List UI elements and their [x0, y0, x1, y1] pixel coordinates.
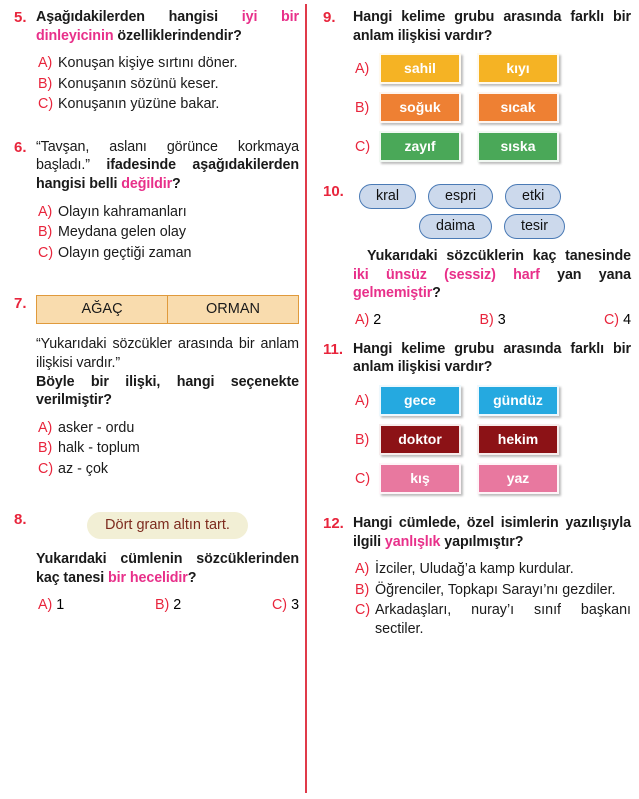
question-8-option[interactable]	[155, 597, 272, 613]
question-6-option-letter: A)	[38, 203, 53, 220]
question-6-option[interactable]	[36, 203, 299, 222]
question-11-stem: Hangi kelime grubu arasında farklı bir anlam ilişkisi vardır?	[353, 340, 631, 376]
question-12-option-text: Arkadaşları, nuray’ı sınıf başkanı sectiler.	[375, 602, 631, 637]
question-11-word-box[interactable]: kış	[379, 463, 461, 494]
question-8-option[interactable]	[272, 597, 299, 613]
question-9-stem: Hangi kelime grubu arasında farklı bir anlam ilişkisi vardır?	[353, 9, 631, 44]
question-6-number: 6.	[14, 138, 27, 156]
question-12-options	[353, 560, 631, 638]
question-9	[319, 8, 631, 170]
question-12	[319, 514, 631, 640]
question-10-option[interactable]	[355, 312, 479, 328]
question-6-stem-part-2: değildir	[121, 176, 173, 193]
question-10-option[interactable]	[604, 312, 631, 328]
question-6	[6, 138, 299, 264]
question-8-options	[36, 597, 299, 613]
question-9-row	[353, 53, 631, 84]
question-9-row-letter: B)	[355, 99, 370, 116]
question-11-word-box[interactable]: gündüz	[477, 385, 559, 416]
question-10-word-pill[interactable]: kral	[359, 184, 416, 209]
question-7-option-text: halk - toplum	[58, 440, 140, 457]
question-10-word-pills	[353, 184, 631, 239]
question-11-row-letter: B)	[355, 431, 370, 448]
question-12-option-letter: C)	[355, 602, 371, 619]
question-7-option-letter: B)	[38, 440, 53, 457]
question-6-option-text: Meydana gelen olay	[58, 224, 186, 241]
question-7-option-letter: A)	[38, 419, 53, 436]
question-7-option[interactable]	[36, 419, 299, 438]
question-5-option[interactable]	[36, 75, 299, 94]
question-10-stem-part-4: ?	[432, 285, 441, 302]
question-6-stem-part-1: ifadesinde aşağıdakilerden hangisi belli	[36, 157, 299, 193]
question-7-option-text: az - çok	[58, 460, 109, 477]
question-12-option-letter: A)	[355, 561, 370, 578]
question-9-row-letter: C)	[355, 138, 371, 155]
question-5-option-letter: B)	[38, 75, 53, 92]
question-10-word-pill[interactable]: espri	[428, 184, 493, 209]
question-5-option-letter: C)	[38, 96, 54, 113]
question-10-word-pill[interactable]: tesir	[504, 214, 565, 239]
question-12-stem-part-1: yanlışlık	[384, 533, 441, 550]
question-10-option-text: 2	[373, 311, 382, 328]
question-6-option-letter: C)	[38, 244, 54, 261]
question-5-stem-part-0: Aşağıdakilerden hangisi	[36, 9, 242, 25]
question-11-number: 11.	[323, 340, 344, 358]
question-5-stem	[36, 8, 299, 45]
question-5-stem-part-2: özelliklerindendir?	[113, 27, 242, 44]
question-12-option-text: Öğrenciler, Topkapı Sarayı’nı gezdiler.	[375, 581, 616, 598]
question-5-option-text: Konuşan kişiye sırtını döner.	[58, 55, 238, 72]
question-5-option[interactable]	[36, 95, 299, 114]
question-7	[6, 294, 299, 480]
question-10-option-text: 3	[497, 311, 506, 328]
question-5-option[interactable]	[36, 54, 299, 73]
question-6-stem-part-3: ?	[172, 176, 181, 193]
question-8-option-letter: C)	[271, 596, 288, 613]
question-11-row	[353, 424, 631, 455]
question-10-option-letter: C)	[603, 311, 620, 328]
question-10-stem-part-0: Yukarıdaki sözcüklerin kaç tanesinde	[367, 248, 631, 265]
question-8-option[interactable]	[38, 597, 155, 613]
question-8-stem-part-2: ?	[187, 569, 197, 586]
question-7-option-text: asker - ordu	[58, 419, 135, 436]
question-8-stem	[36, 550, 299, 587]
question-6-stem	[36, 138, 299, 194]
question-9-row	[353, 92, 631, 123]
question-12-option[interactable]	[353, 601, 631, 638]
question-10-word-pill[interactable]: daima	[419, 214, 492, 239]
question-6-option-text: Olayın geçtiği zaman	[58, 244, 192, 261]
question-8	[6, 510, 299, 612]
question-11-row-letter: C)	[355, 470, 371, 487]
question-7-option[interactable]	[36, 460, 299, 479]
question-11-word-boxes	[353, 385, 631, 494]
column-divider	[305, 4, 307, 793]
question-8-number: 8.	[14, 511, 27, 529]
question-8-stem-part-0: Yukarıdaki cümlenin sözcüklerinden kaç tanesi	[36, 551, 299, 586]
question-7-option-letter: C)	[38, 460, 54, 477]
question-6-options	[36, 203, 299, 263]
question-8-option-letter: B)	[154, 596, 170, 613]
question-5	[6, 8, 299, 116]
question-8-option-text: 3	[291, 596, 300, 613]
question-9-word-box[interactable]: soğuk	[379, 92, 461, 123]
question-12-stem	[353, 514, 631, 551]
question-5-options	[36, 54, 299, 114]
question-11-row	[353, 463, 631, 494]
question-9-word-box[interactable]: sıska	[477, 131, 559, 162]
question-5-option-text: Konuşanın yüzüne bakar.	[58, 96, 220, 113]
question-5-number: 5.	[14, 9, 27, 26]
question-11-word-box[interactable]: doktor	[379, 424, 461, 455]
question-10-option-text: 4	[623, 311, 632, 328]
question-9-word-box[interactable]: kıyı	[477, 53, 559, 84]
question-12-option[interactable]	[353, 560, 631, 579]
question-11-word-box[interactable]: gece	[379, 385, 461, 416]
question-12-number: 12.	[323, 515, 344, 533]
question-12-option-letter: B)	[355, 581, 370, 598]
question-10-pill-row	[353, 184, 631, 209]
question-12-option[interactable]	[353, 581, 631, 600]
question-10-stem-part-1: iki ünsüz (sessiz) harf	[353, 266, 540, 283]
question-11-word-box[interactable]: yaz	[477, 463, 559, 494]
question-5-option-letter: A)	[38, 55, 53, 72]
question-10-stem-part-2: yan yana	[539, 266, 631, 283]
question-10-option-letter: A)	[355, 311, 370, 328]
question-8-stem-part-1: bir hecelidir	[108, 569, 188, 586]
question-9-word-boxes	[353, 53, 631, 162]
question-8-option-letter: A)	[38, 596, 53, 613]
question-7-table-cell: AĞAÇ	[81, 301, 123, 318]
question-9-word-box[interactable]: zayıf	[379, 131, 461, 162]
question-7-options	[36, 419, 299, 479]
question-10-pill-row	[353, 214, 631, 239]
question-5-stem-part-1: iyi bir dinleyicinin	[36, 9, 299, 44]
question-10-options	[353, 312, 631, 328]
question-7-table-cell: ORMAN	[167, 296, 298, 323]
question-5-option-text: Konuşanın sözünü keser.	[58, 75, 219, 92]
question-10-stem	[353, 247, 631, 303]
question-10-stem-part-3: gelmemiştir	[353, 285, 433, 302]
question-10-option[interactable]	[479, 312, 603, 328]
question-9-number: 9.	[323, 9, 336, 26]
question-7-quote: “Yukarıdaki sözcükler arasında bir anlam ilişkisi vardır.”	[36, 336, 299, 371]
question-7-number: 7.	[14, 295, 27, 313]
question-8-sentence-pill: Dört gram altın tart.	[87, 512, 248, 539]
question-7-stem: Böyle bir ilişki, hangi seçenekte verilmiştir?	[36, 373, 299, 409]
left-column	[0, 0, 305, 799]
question-9-word-box[interactable]: sahil	[379, 53, 461, 84]
question-7-option[interactable]	[36, 439, 299, 458]
question-8-option-text: 2	[173, 596, 182, 613]
question-11-word-box[interactable]: hekim	[477, 424, 559, 455]
question-12-stem-part-2: yapılmıştır?	[440, 533, 524, 550]
question-6-option-text: Olayın kahramanları	[58, 203, 187, 220]
question-10-option-letter: B)	[479, 311, 494, 328]
question-10-number: 10.	[323, 183, 344, 201]
question-9-row-letter: A)	[355, 60, 370, 77]
question-6-option-letter: B)	[38, 224, 53, 241]
question-7-word-table	[36, 295, 299, 324]
question-9-word-box[interactable]: sıcak	[477, 92, 559, 123]
question-10	[319, 182, 631, 328]
question-12-stem-part-0: Hangi cümlede, özel isimlerin yazılışıyla ilgili	[353, 515, 631, 550]
question-11	[319, 340, 631, 502]
right-column	[305, 0, 639, 799]
question-6-option[interactable]	[36, 244, 299, 263]
question-10-word-pill[interactable]: etki	[505, 184, 561, 209]
question-8-option-text: 1	[56, 596, 65, 613]
question-12-option-text: İzciler, Uludağ’a kamp kurdular.	[375, 561, 574, 578]
question-6-stem-part-0: “Tavşan, aslanı görünce korkmaya başladı.”	[36, 138, 299, 174]
question-6-option[interactable]	[36, 223, 299, 242]
question-11-row-letter: A)	[355, 392, 370, 409]
question-11-row	[353, 385, 631, 416]
question-9-row	[353, 131, 631, 162]
